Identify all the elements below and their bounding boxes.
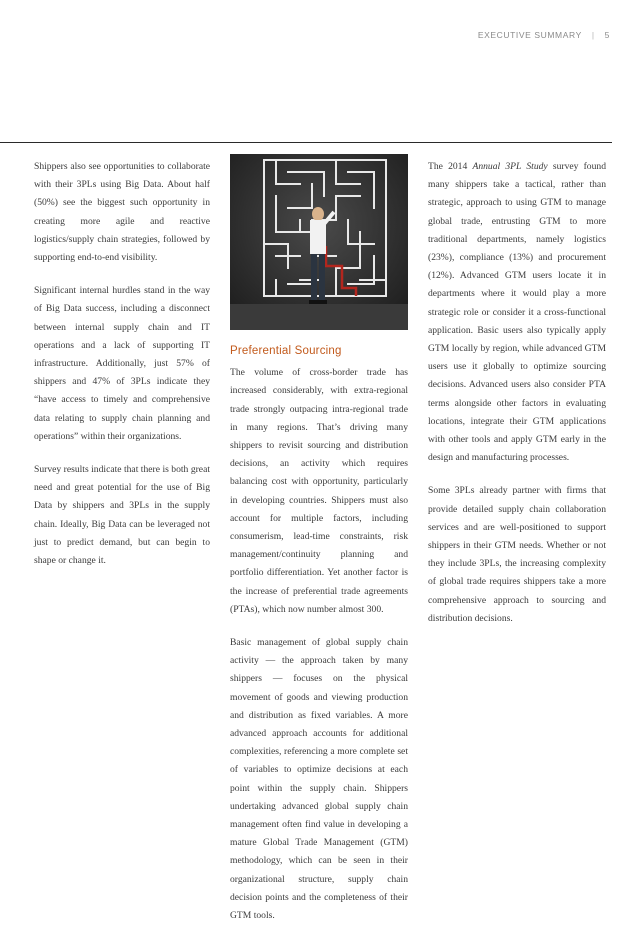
column-left — [34, 158, 210, 585]
study-title: Annual 3PL Study — [472, 161, 548, 172]
horizontal-rule — [0, 142, 612, 143]
maze-illustration — [230, 154, 408, 330]
column-middle — [230, 154, 408, 925]
header-separator: | — [591, 30, 595, 40]
section-subheading: Preferential Sourcing — [230, 345, 342, 357]
section-title: EXECUTIVE SUMMARY — [477, 30, 582, 40]
page-number: 5 — [604, 30, 610, 40]
text-run: survey found many shippers take a tactical, rather than strategic, approach to using GTM to manage global trade, entrusting GTM to more traditional departments, namely logistics (23%), compliance (13%) and procurement (12%). Advanced GTM users locate it in departments where it would play a more strategic role or consider it a cross-functional application. Basic users also typically apply GTM locally by region, while advanced GTM users use it globally to optimize sourcing decisions. Advanced users also consider PTA terms alongside other factors in evaluating locations, integrate their GTM applications with other tools and apply GTM early in the design and manufacturing processes. — [428, 161, 606, 464]
paragraph: Shippers also see opportunities to collaborate with their 3PLs using Big Data. About half (50%) see the biggest such opportunity in creating more agile and reactive logistics/supply chain strategies, followed by supporting end-to-end visibility. — [34, 161, 210, 264]
paragraph: Some 3PLs already partner with firms that provide detailed supply chain collaboration services and are well-positioned to support shippers in their GTM needs. Whether or not they include 3PLs, the increasing complexity of global trade requires shippers take a more comprehensive approach to sourcing and distribution decisions. — [428, 485, 606, 624]
paragraph: Basic management of global supply chain activity — the approach taken by many shippers — focuses on the physical movement of goods and viewing production and distribution as fixed variables. A more advanced approach accounts for additional complexities, referencing a more complete set of variables to optimize decisions at each point within the supply chain. Shippers undertaking advanced global supply chain management often find value in developing a mature Global Trade Management (GTM) methodology, which can be seen in their organizational structure, supply chain decision points and the completeness of their GTM tools. — [230, 637, 408, 922]
text-run: The 2014 — [428, 161, 473, 172]
paragraph — [428, 158, 606, 467]
running-header — [478, 30, 610, 40]
paragraph: Significant internal hurdles stand in the way of Big Data success, including a disconnect between internal supply chain and IT operations and a lack of supporting IT infrastructure. Additionally, just 57% of shippers and 47% of 3PLs indicate they “have access to timely and comprehensive data relating to supply chain planning and operations” within their organizations. — [34, 285, 210, 442]
maze-photo — [230, 154, 408, 330]
paragraph: The volume of cross-border trade has increased considerably, with extra-regional trade strongly outpacing intra-regional trade in many regions. That’s driving many shippers to revisit sourcing and distribution decisions, an activity which requires balancing cost with opportunity, particularly in developing countries. Shippers must also account for multiple factors, including consumerism, lead-time constraints, risk management/continuity planning and portfolio differentiation. Yet another factor is the increase of preferential trade agreements (PTAs), which now number almost 300. — [230, 367, 408, 615]
paragraph: Survey results indicate that there is both great need and great potential for the use of Big Data by shippers and 3PLs in the supply chain. Ideally, Big Data can be leveraged not just to predict demand, but can begin to shape or change it. — [34, 464, 210, 567]
column-right — [428, 158, 606, 643]
